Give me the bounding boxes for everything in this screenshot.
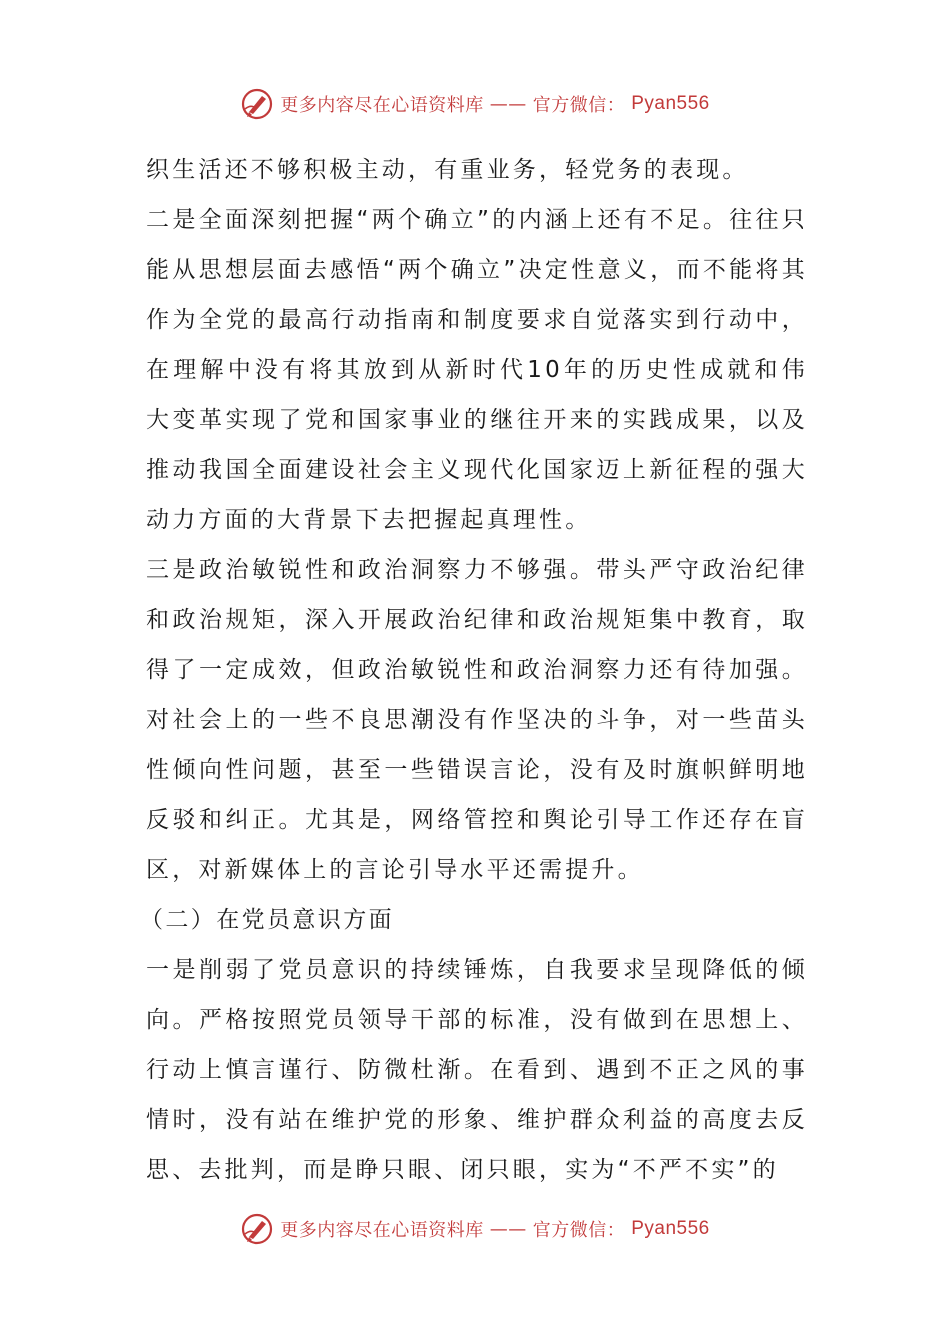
pen-logo-icon	[240, 87, 274, 121]
banner-wechat-label: 官方微信：	[532, 1220, 626, 1241]
banner-wechat-label: 官方微信：	[532, 95, 626, 116]
paragraph-point-two: 二是全面深刻把握“两个确立”的内涵上还有不足。往往只能从思想层面去感悟“两个确立”决定性意义，而不能将其作为全党的最高行动指南和制度要求自觉落实到行动中，在理解中没有将其放到从新时代10年的历史性成就和伟大变革实现了党和国家事业的继往开来的实践成果，以及推动我国全面建设社会主义现代化国家迈上新征程的强大动力方面的大背景下去把握起真理性。	[146, 207, 808, 533]
pen-logo-icon	[240, 1212, 274, 1246]
banner-separator: ——	[489, 1218, 527, 1240]
banner-text: 更多内容尽在心语资料库	[280, 1220, 484, 1241]
banner-text: 更多内容尽在心语资料库	[280, 95, 484, 116]
paragraph-point-one: 一是削弱了党员意识的持续锤炼，自我要求呈现降低的倾向。严格按照党员领导干部的标准，没有做到在思想上、行动上慎言谨行、防微杜渐。在看到、遇到不正之风的事情时，没有站在维护党的形象、维护群众利益的高度去反思、去批判，而是睁只眼、闭只眼，实为“不严不实”的	[146, 957, 808, 1183]
section-heading: （二）在党员意识方面	[140, 907, 394, 933]
header-watermark-banner	[0, 84, 950, 124]
footer-watermark-banner	[0, 1209, 950, 1249]
document-body	[140, 145, 808, 1195]
paragraph-continuation: 织生活还不够积极主动，有重业务，轻党务的表现。	[146, 157, 749, 183]
banner-wechat-id: Pyan556	[631, 1218, 710, 1239]
paragraph-point-three: 三是政治敏锐性和政治洞察力不够强。带头严守政治纪律和政治规矩，深入开展政治纪律和政治规矩集中教育，取得了一定成效，但政治敏锐性和政治洞察力还有待加强。对社会上的一些不良思潮没有作坚决的斗争，对一些苗头性倾向性问题，甚至一些错误言论，没有及时旗帜鲜明地反驳和纠正。尤其是，网络管控和舆论引导工作还存在盲区，对新媒体上的言论引导水平还需提升。	[146, 557, 808, 883]
banner-separator: ——	[489, 93, 527, 115]
banner-wechat-id: Pyan556	[631, 93, 710, 114]
